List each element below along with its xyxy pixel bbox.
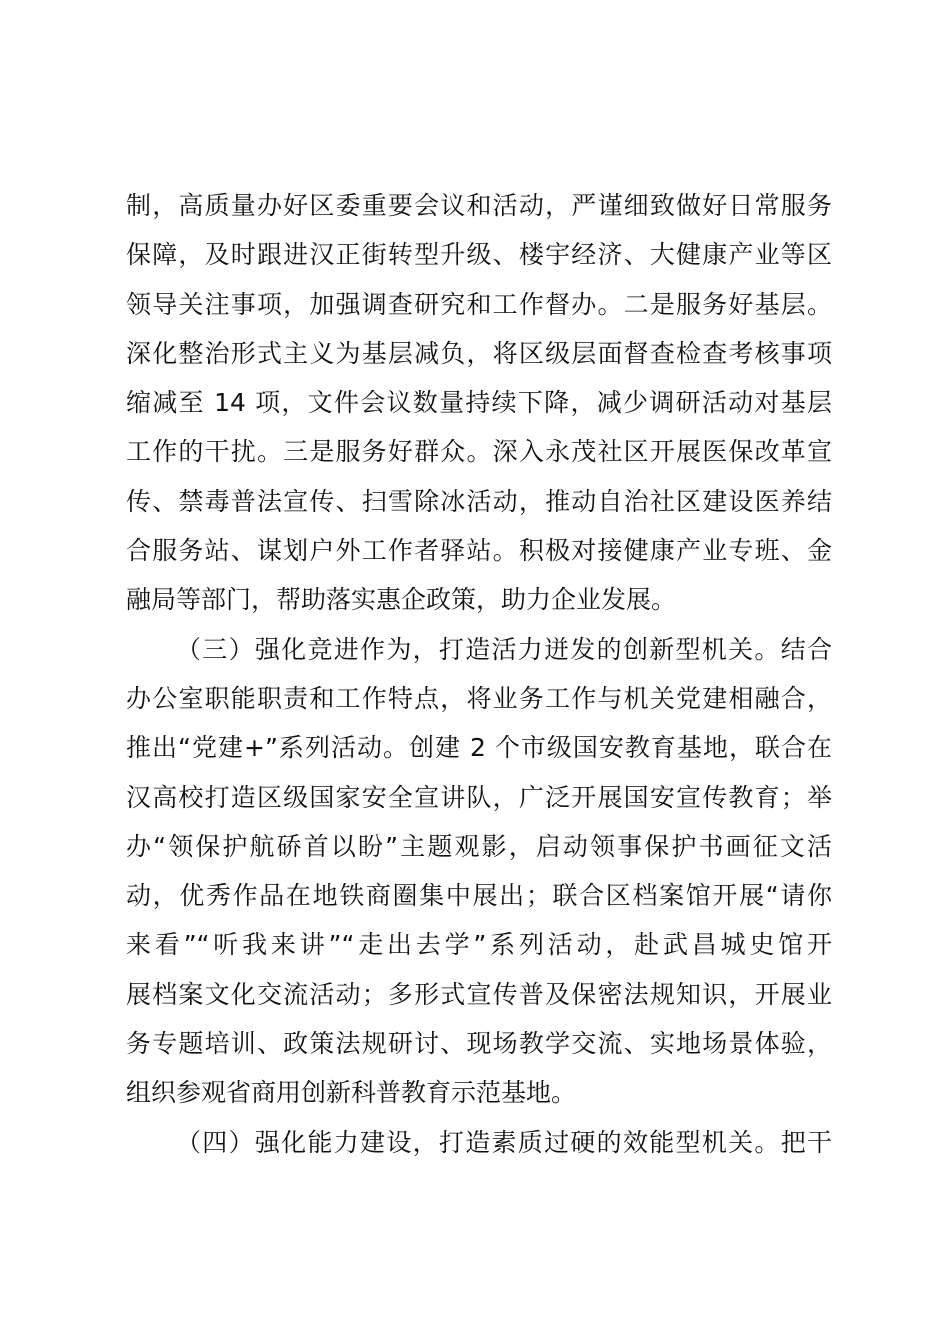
text-line: 汉高校打造区级国家安全宣讲队，广泛开展国安宣传教育；举 (126, 782, 832, 812)
text-line: 推出“党建+”系列活动。创建 2 个市级国安教育基地，联合在 (126, 733, 832, 763)
text-line: 工作的干扰。三是服务好群众。深入永茂社区开展医保改革宣 (126, 437, 832, 467)
text-line: 务专题培训、政策法规研讨、现场教学交流、实地场景体验， (126, 1029, 832, 1059)
text-line: 办“领保护航硚首以盼”主题观影，启动领事保护书画征文活 (126, 831, 832, 861)
text-line: 办公室职能职责和工作特点，将业务工作与机关党建相融合， (126, 683, 832, 713)
section-heading-line: （三）强化竞进作为，打造活力迸发的创新型机关。结合 (176, 634, 832, 664)
text-line: 保障，及时跟进汉正街转型升级、楼宇经济、大健康产业等区 (126, 240, 832, 270)
text-line: 领导关注事项，加强调查研究和工作督办。二是服务好基层。 (126, 289, 832, 319)
text-line: 深化整治形式主义为基层减负，将区级层面督查检查考核事项 (126, 338, 832, 368)
text-line: 展档案文化交流活动；多形式宣传普及保密法规知识，开展业 (126, 979, 832, 1009)
section-heading-line: （四）强化能力建设，打造素质过硬的效能型机关。把干 (176, 1127, 832, 1157)
text-line: 合服务站、谋划户外工作者驿站。积极对接健康产业专班、金 (126, 536, 832, 566)
text-line: 缩减至 14 项，文件会议数量持续下降，减少调研活动对基层 (126, 388, 832, 418)
text-line: 动，优秀作品在地铁商圈集中展出；联合区档案馆开展“请你 (126, 881, 832, 911)
text-line: 制，高质量办好区委重要会议和活动，严谨细致做好日常服务 (126, 191, 832, 220)
text-line: 组织参观省商用创新科普教育示范基地。 (126, 1078, 577, 1108)
text-line: 融局等部门，帮助落实惠企政策，助力企业发展。 (126, 585, 677, 615)
text-line: 传、禁毒普法宣传、扫雪除冰活动，推动自治社区建设医养结 (126, 486, 832, 516)
document-body (126, 181, 832, 1167)
text-line: 来看”“听我来讲”“走出去学”系列活动，赴武昌城史馆开 (126, 930, 832, 960)
